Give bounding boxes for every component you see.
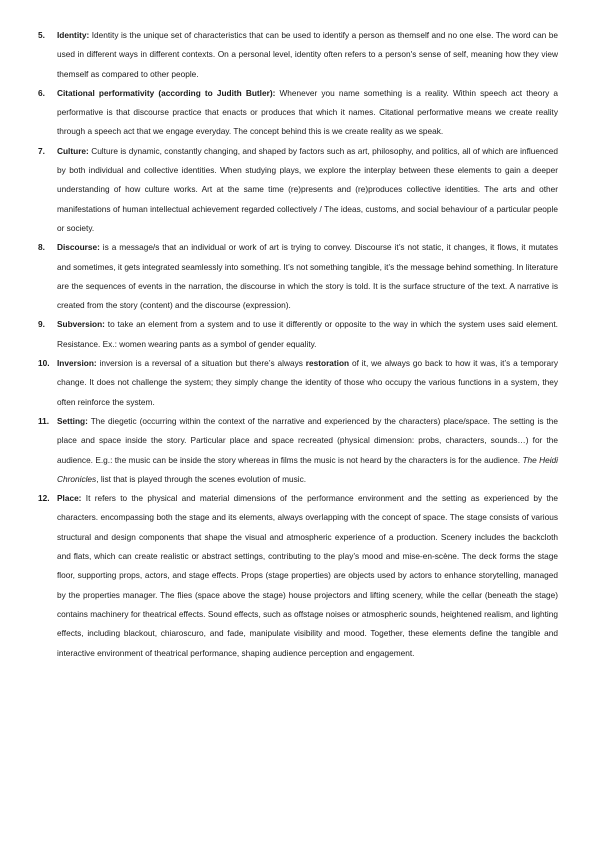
definition-text: is a message/s that an individual or work of art is trying to convey. Discourse it’s not static, it changes, it flows, it mutates and sometimes, it gets integrated seamlessly into something. It’s not something tangible, it’s the message behind something. In literature are the sequences of events in the narration, the discourse in which the story is told. It is the surface structure of the text. A narrative is created from the story (content) and the discourse (expression). <box>57 242 559 311</box>
definition-item-identity <box>38 26 558 84</box>
definition-text: Culture is dynamic, constantly changing, and shaped by factors such as art, philosophy, and politics, all of which are influenced by both individual and collective identities. When studying plays, we explore the interplay between these elements to gain a deeper understanding of how culture works. Art at the same time (re)presents and (re)produces collective identities. The arts and other manifestations of human intellectual achievement regarded collectively / The ideas, customs, and social behaviour of a particular people or society. <box>57 145 558 233</box>
definition-text: of it, we always go back to how it was, it’s a temporary change. It does not challenge the system; they simply change the identity of those who occupy the various functions in a system, they often reinforce the system. <box>57 358 558 407</box>
term-heading: Citational performativity (according to Judith Butler): <box>57 87 276 98</box>
definition-item-citational-performativity <box>38 84 558 142</box>
term-heading: Culture: <box>57 145 89 156</box>
item-number: 5. <box>38 30 45 40</box>
item-number: 7. <box>38 145 45 156</box>
work-title: The Heidi Chronicles <box>57 454 559 484</box>
item-number: 6. <box>38 87 45 98</box>
term-heading: Inversion: <box>57 358 97 369</box>
definitions-list <box>38 26 558 663</box>
emphasized-word: restoration <box>305 358 350 369</box>
item-number: 9. <box>38 319 45 330</box>
definition-item-setting <box>38 412 558 489</box>
definition-text: , list that is played through the scenes evolution of music. <box>96 473 307 484</box>
definition-item-discourse <box>38 238 558 315</box>
term-heading: Discourse: <box>57 242 100 253</box>
item-number: 11. <box>38 415 50 426</box>
definition-text: Identity is the unique set of characteristics that can be used to identify a person as themself and no one else. The word can be used in different ways in different contexts. On a personal level, identity often refers to a person's sense of self, meaning how they view themself as compared to other people. <box>57 30 558 79</box>
term-heading: Identity: <box>57 30 90 40</box>
term-heading: Place: <box>57 493 82 504</box>
definition-text: inversion is a reversal of a situation but there’s always <box>96 358 306 369</box>
definition-text: Whenever you name something is a reality. Within speech act theory a performative is that discourse practice that enacts or produces that which it names. Citational performative means we create reality through a speech act that we engage everyday. The concept behind this is we create reality as we speak. <box>57 87 558 137</box>
definition-text: The diegetic (occurring within the context of the narrative and experienced by the characters) place/space. The setting is the place and space inside the story. Particular place and space recreated (physical dimension: probs, characters, sounds…) for the audience. E.g.: the music can be inside the story whereas in films the music is not heard by the characters is for the audience. <box>57 415 558 465</box>
definition-item-culture <box>38 142 558 238</box>
definition-item-place <box>38 489 558 663</box>
definition-text: It refers to the physical and material dimensions of the performance environment and the setting as experienced by the characters. encompassing both the stage and its elements, always overlapping with the concept of space. The stage consists of various structural and design components that shape the visual and atmospheric experience of a production. Scenery includes the backcloth and flats, which can create realistic or abstract settings, contributing to the play’s mood and mise-en-scène. The deck forms the stage floor, supporting props, actors, and stage effects. Props (stage properties) are objects used by actors to enhance storytelling, managed by the properties manager. The flies (space above the stage) house projectors and lifting scenery, while the cellar (beneath the stage) contains machinery for theatrical effects. Sound effects, such as offstage noises or atmospheric sounds, heightened realism, and lighting effects, including blackout, chiaroscuro, and fade, manipulate visibility and mood. Together, these elements define the tangible and interactive environment of theatrical performance, shaping audience perception and engagement. <box>57 493 558 658</box>
item-number: 12. <box>38 493 50 504</box>
item-number: 10. <box>38 358 50 369</box>
definition-text: to take an element from a system and to use it differently or opposite to the way in which the system uses said element. Resistance. Ex.: women wearing pants as a symbol of gender equality. <box>57 319 558 349</box>
term-heading: Setting: <box>57 415 88 426</box>
item-number: 8. <box>38 242 45 253</box>
definition-item-inversion <box>38 354 558 412</box>
definition-item-subversion <box>38 315 558 354</box>
term-heading: Subversion: <box>57 319 105 330</box>
